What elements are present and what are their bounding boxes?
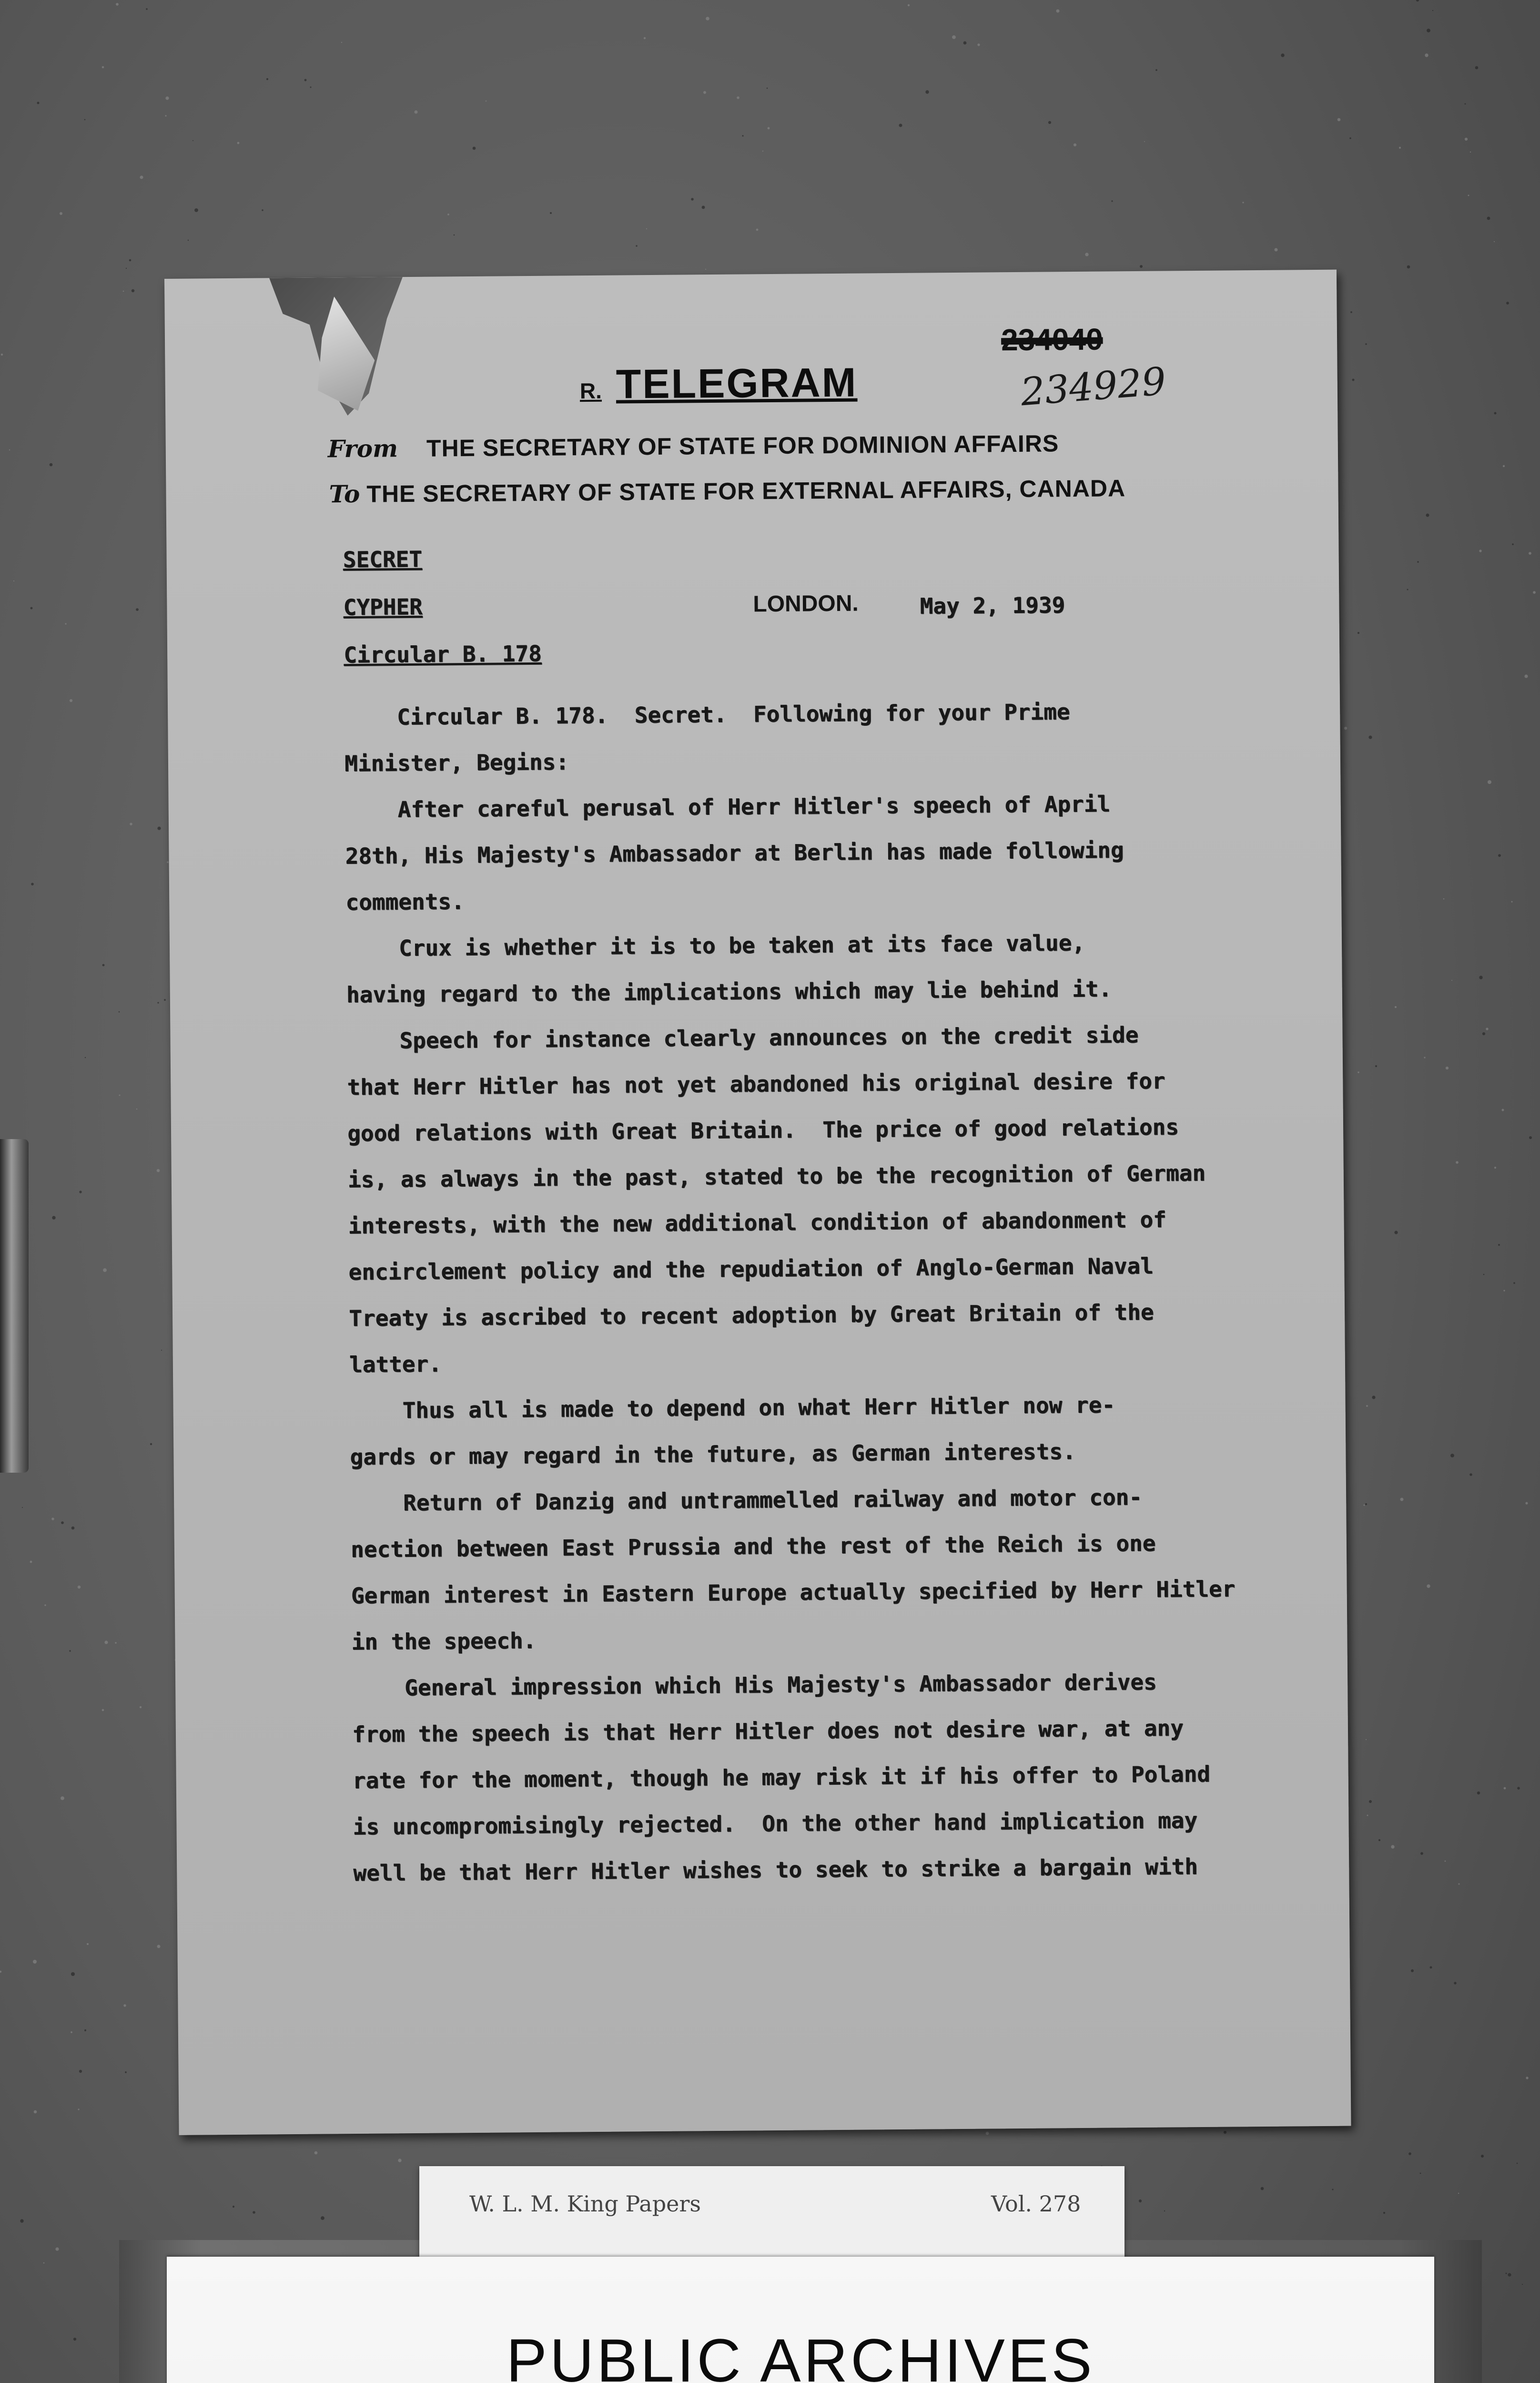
body-line: latter. [349, 1351, 442, 1378]
body-line: interests, with the new additional condition of abandonment of [348, 1206, 1166, 1239]
telegram-title: TELEGRAM [616, 359, 858, 407]
speckle-dot [165, 115, 166, 116]
speckle-dot [398, 2159, 401, 2162]
speckle-dot [1483, 1274, 1485, 1275]
body-line: 28th, His Majesty's Ambassador at Berlin has made following [345, 837, 1124, 869]
speckle-dot [102, 66, 104, 69]
speckle-dot [703, 91, 706, 94]
speckle-dot [164, 999, 166, 1001]
speckle-dot [1275, 248, 1278, 252]
speckle-dot [1508, 2273, 1511, 2276]
speckle-dot [454, 234, 455, 236]
telegram-heading [579, 358, 1009, 408]
speckle-dot [157, 826, 161, 830]
speckle-dot [85, 1057, 86, 1058]
speckle-dot [233, 2206, 234, 2208]
speckle-dot [1395, 1006, 1397, 1008]
speckle-dot [136, 608, 139, 611]
speckle-dot [115, 1642, 117, 1644]
speckle-dot [1400, 1498, 1404, 1501]
speckle-dot [51, 1517, 54, 1520]
speckle-dot [415, 111, 418, 114]
speckle-dot [1513, 1282, 1515, 1284]
speckle-dot [136, 1109, 137, 1110]
speckle-dot [1498, 854, 1501, 857]
speckle-dot [1488, 780, 1491, 784]
from-label: From [327, 434, 398, 463]
speckle-dot [65, 623, 66, 624]
speckle-dot [44, 1604, 46, 1606]
speckle-dot [742, 135, 743, 136]
speckle-dot [140, 1706, 142, 1708]
speckle-dot [165, 96, 169, 100]
speckle-dot [61, 1796, 64, 1800]
speckle-dot [78, 1586, 81, 1589]
speckle-dot [1365, 343, 1367, 345]
speckle-dot [1498, 1244, 1500, 1246]
speckle-dot [60, 212, 62, 215]
speckle-dot [1451, 980, 1452, 981]
speckle-dot [1383, 2212, 1385, 2214]
speckle-dot [767, 88, 768, 89]
speckle-dot [79, 2070, 82, 2073]
speckle-dot [1261, 2187, 1264, 2190]
body-line: good relations with Great Britain. The price of good relations [347, 1114, 1179, 1147]
speckle-dot [1526, 2077, 1528, 2079]
to-label: To [329, 479, 360, 509]
speckle-dot [33, 1960, 37, 1964]
binder-clip [0, 1139, 29, 1473]
speckle-dot [130, 823, 132, 825]
speckle-dot [1281, 53, 1284, 57]
speckle-dot [1533, 591, 1536, 594]
body-line: Crux is whether it is to be taken at its face value, [345, 929, 1085, 962]
speckle-dot [1465, 103, 1466, 105]
speckle-dot [102, 1709, 104, 1711]
speckle-dot [1468, 195, 1469, 196]
transmission-method: CYPHER [343, 593, 423, 621]
speckle-dot [899, 124, 902, 127]
speckle-dot [1420, 1852, 1423, 1855]
speckle-dot [1443, 898, 1445, 900]
speckle-dot [73, 2338, 76, 2341]
speckle-dot [132, 289, 134, 292]
speckle-dot [473, 147, 476, 150]
speckle-dot [1242, 202, 1244, 203]
speckle-dot [1349, 137, 1351, 139]
body-line: is, as always in the past, stated to be the recognition of German [347, 1160, 1206, 1193]
speckle-dot [150, 1443, 152, 1445]
speckle-dot [908, 4, 910, 6]
speckle-dot [1426, 514, 1429, 517]
speckle-dot [13, 580, 14, 581]
speckle-dot [1529, 552, 1531, 555]
speckle-dot [84, 119, 86, 121]
body-line: Speech for instance clearly announces on the credit side [346, 1021, 1139, 1054]
speckle-dot [34, 2110, 37, 2114]
body-line: Minister, Begins: [344, 749, 569, 777]
speckle-dot [756, 229, 759, 231]
date: May 2, 1939 [920, 592, 1065, 619]
speckle-dot [167, 861, 169, 863]
speckle-dot [1503, 1290, 1505, 1291]
speckle-dot [1111, 200, 1113, 202]
speckle-dot [737, 96, 740, 99]
body-line: from the speech is that Herr Hitler does not desire war, at any [352, 1715, 1184, 1747]
speckle-dot [1430, 1966, 1432, 1969]
speckle-dot [963, 41, 967, 45]
speckle-dot [304, 79, 307, 81]
speckle-dot [1506, 302, 1509, 305]
speckle-dot [20, 2219, 23, 2222]
speckle-dot [1416, 0, 1419, 1]
telegram-page [164, 270, 1351, 2135]
speckle-dot [1512, 543, 1514, 545]
speckle-dot [30, 1561, 32, 1563]
speckle-dot [1524, 674, 1528, 678]
from-line [328, 429, 1059, 463]
speckle-dot [1407, 589, 1408, 591]
speckle-dot [1427, 29, 1430, 32]
speckle-dot [706, 17, 709, 20]
body-line: that Herr Hitler has not yet abandoned his original desire for [347, 1068, 1165, 1100]
speckle-dot [262, 209, 263, 211]
speckle-dot [705, 269, 706, 270]
reference-number-struck: 234040 [1001, 322, 1103, 357]
speckle-dot [1350, 311, 1352, 313]
speckle-dot [1477, 1792, 1480, 1794]
speckle-dot [1445, 1861, 1446, 1862]
speckle-dot [1358, 632, 1359, 634]
speckle-dot [126, 268, 127, 269]
speckle-dot [31, 883, 34, 886]
speckle-dot [1470, 152, 1471, 153]
classification: SECRET [343, 546, 423, 573]
speckle-dot [1411, 1969, 1414, 1972]
speckle-dot [1506, 2273, 1507, 2274]
speckle-dot [1529, 1136, 1532, 1139]
speckle-dot [9, 449, 10, 450]
speckle-dot [78, 2108, 79, 2110]
body-line: is uncompromisingly rejected. On the other hand implication may [353, 1807, 1198, 1840]
archive-label [419, 2166, 1125, 2257]
speckle-dot [1427, 1584, 1430, 1588]
speckle-dot [310, 87, 312, 88]
body-line: in the speech. [351, 1627, 537, 1655]
speckle-dot [125, 2071, 127, 2073]
speckle-dot [55, 2247, 59, 2251]
volume-number: Vol. 278 [991, 2191, 1081, 2217]
to-line [329, 474, 1125, 508]
speckle-dot [1407, 265, 1410, 269]
speckle-dot [1487, 217, 1490, 220]
speckle-dot [1144, 141, 1145, 142]
place: LONDON. [753, 591, 859, 617]
body-line: Circular B. 178. Secret. Following for your Prime [344, 699, 1070, 731]
speckle-dot [925, 90, 929, 93]
speckle-dot [1048, 121, 1051, 124]
speckle-dot [119, 1095, 121, 1096]
body-line: nection between East Prussia and the rest of the Reich is one [350, 1530, 1156, 1563]
speckle-dot [1494, 412, 1497, 415]
speckle-dot [37, 102, 40, 104]
speckle-dot [1399, 147, 1401, 149]
speckle-dot [447, 214, 449, 215]
speckle-dot [1450, 1454, 1454, 1457]
speckle-dot [119, 1011, 120, 1013]
speckle-dot [266, 78, 268, 80]
speckle-dot [646, 228, 647, 229]
speckle-dot [691, 198, 694, 201]
body-line: Return of Danzig and untrammelled railway and motor con- [350, 1484, 1143, 1517]
speckle-dot [1458, 2193, 1459, 2194]
telegram-prefix: R. [579, 378, 602, 404]
speckle-dot [157, 1002, 159, 1003]
speckle-dot [1056, 10, 1060, 13]
speckle-dot [87, 1943, 89, 1945]
speckle-dot [1479, 976, 1482, 979]
speckle-dot [146, 8, 148, 10]
speckle-dot [1486, 1028, 1488, 1030]
collection-name: W. L. M. King Papers [469, 2191, 701, 2217]
speckle-dot [71, 1527, 75, 1530]
speckle-dot [194, 208, 198, 212]
speckle-dot [1459, 1884, 1460, 1885]
speckle-dot [1481, 2155, 1484, 2158]
speckle-dot [102, 964, 105, 967]
speckle-dot [1432, 10, 1433, 11]
speckle-dot [129, 259, 132, 262]
speckle-dot [1494, 241, 1495, 242]
body-line: German interest in Eastern Europe actually specified by Herr Hitler [351, 1576, 1236, 1609]
speckle-dot [1456, 1161, 1459, 1164]
speckle-dot [161, 1350, 162, 1351]
speckle-dot [1408, 2152, 1411, 2155]
to-text: THE SECRETARY OF STATE FOR EXTERNAL AFFAIRS, CANADA [366, 475, 1126, 508]
speckle-dot [341, 42, 342, 43]
speckle-dot [1, 354, 3, 356]
speckle-dot [1085, 253, 1088, 256]
speckle-dot [1164, 2210, 1165, 2211]
speckle-dot [1352, 379, 1355, 381]
speckle-dot [71, 2031, 72, 2033]
speckle-dot [116, 3, 119, 6]
speckle-dot [1420, 2173, 1421, 2174]
speckle-dot [52, 1216, 55, 1219]
speckle-dot [50, 463, 53, 467]
speckle-dot [43, 2262, 45, 2264]
body-line: After careful perusal of Herr Hitler's speech of April [344, 791, 1111, 823]
body-line: well be that Herr Hitler wishes to seek to strike a bargain with [353, 1853, 1198, 1886]
speckle-dot [1074, 143, 1076, 146]
speckle-dot [22, 1507, 23, 1508]
speckle-dot [1525, 1502, 1528, 1504]
speckle-dot [1140, 265, 1143, 268]
speckle-dot [977, 43, 980, 46]
speckle-dot [1504, 1787, 1506, 1790]
speckle-dot [1517, 1787, 1520, 1790]
speckle-dot [636, 245, 637, 246]
speckle-dot [644, 37, 646, 39]
archive-card-line-1: PUBLIC ARCHIVES [506, 2327, 1095, 2383]
speckle-dot [253, 2211, 255, 2214]
speckle-dot [986, 2132, 989, 2135]
archive-card [167, 2257, 1434, 2383]
body-line: encirclement policy and the repudiation of Anglo-German Naval [348, 1253, 1154, 1285]
speckle-dot [103, 1268, 107, 1272]
body-line: Thus all is made to depend on what Herr Hitler now re- [349, 1392, 1115, 1424]
speckle-dot [157, 1169, 160, 1172]
speckle-dot [84, 2029, 86, 2031]
circular-number: Circular B. 178 [343, 640, 542, 668]
speckle-dot [1517, 2163, 1518, 2164]
speckle-dot [123, 2004, 126, 2006]
speckle-dot [1155, 69, 1157, 71]
speckle-dot [71, 1972, 75, 1976]
speckle-dot [192, 140, 193, 141]
speckle-dot [1482, 1032, 1485, 1035]
speckle-dot [1469, 1473, 1472, 1476]
speckle-dot [1425, 53, 1428, 57]
speckle-dot [1494, 1167, 1496, 1169]
speckle-dot [1332, 2189, 1333, 2190]
speckle-dot [314, 2151, 318, 2155]
speckle-dot [1475, 66, 1479, 70]
speckle-dot [79, 1191, 81, 1193]
speckle-dot [1502, 1109, 1504, 1111]
speckle-dot [61, 1521, 64, 1524]
speckle-dot [123, 291, 124, 292]
speckle-dot [188, 240, 189, 241]
speckle-dot [1337, 118, 1341, 122]
speckle-dot [30, 607, 33, 610]
speckle-dot [702, 206, 705, 209]
speckle-dot [952, 35, 956, 39]
body-line: having regard to the implications which may lie behind it. [346, 976, 1112, 1008]
from-text: THE SECRETARY OF STATE FOR DOMINION AFFAIRS [426, 430, 1059, 462]
speckle-dot [1479, 550, 1481, 552]
speckle-dot [1139, 2200, 1142, 2202]
speckle-dot [1454, 1982, 1456, 1984]
reference-number-handwritten: 234929 [1019, 358, 1168, 415]
speckle-dot [1511, 901, 1513, 903]
speckle-dot [1522, 2284, 1523, 2285]
speckle-dot [140, 176, 143, 179]
speckle-dot [768, 127, 770, 130]
speckle-dot [321, 2216, 324, 2220]
speckle-dot [0, 1971, 1, 1973]
body-line: gards or may regard in the future, as German interests. [350, 1438, 1076, 1470]
speckle-dot [1503, 465, 1505, 467]
speckle-dot [550, 212, 552, 214]
speckle-dot [104, 1640, 108, 1644]
speckle-dot [1446, 1067, 1449, 1069]
speckle-dot [1224, 2131, 1226, 2134]
body-line: Treaty is ascribed to recent adoption by Great Britain of the [348, 1299, 1154, 1332]
speckle-dot [70, 699, 72, 702]
speckle-dot [157, 1945, 161, 1948]
speckle-dot [69, 1650, 71, 1651]
speckle-dot [762, 151, 763, 152]
speckle-dot [1424, 1057, 1425, 1058]
telegram-body [344, 686, 1402, 1896]
body-line: rate for the moment, though he may risk it if his offer to Poland [352, 1761, 1211, 1793]
body-line: comments. [345, 888, 465, 916]
body-line: General impression which His Majesty's Ambassador derives [352, 1669, 1157, 1701]
speckle-dot [237, 142, 240, 144]
speckle-dot [1417, 561, 1419, 563]
speckle-dot [1465, 138, 1468, 141]
